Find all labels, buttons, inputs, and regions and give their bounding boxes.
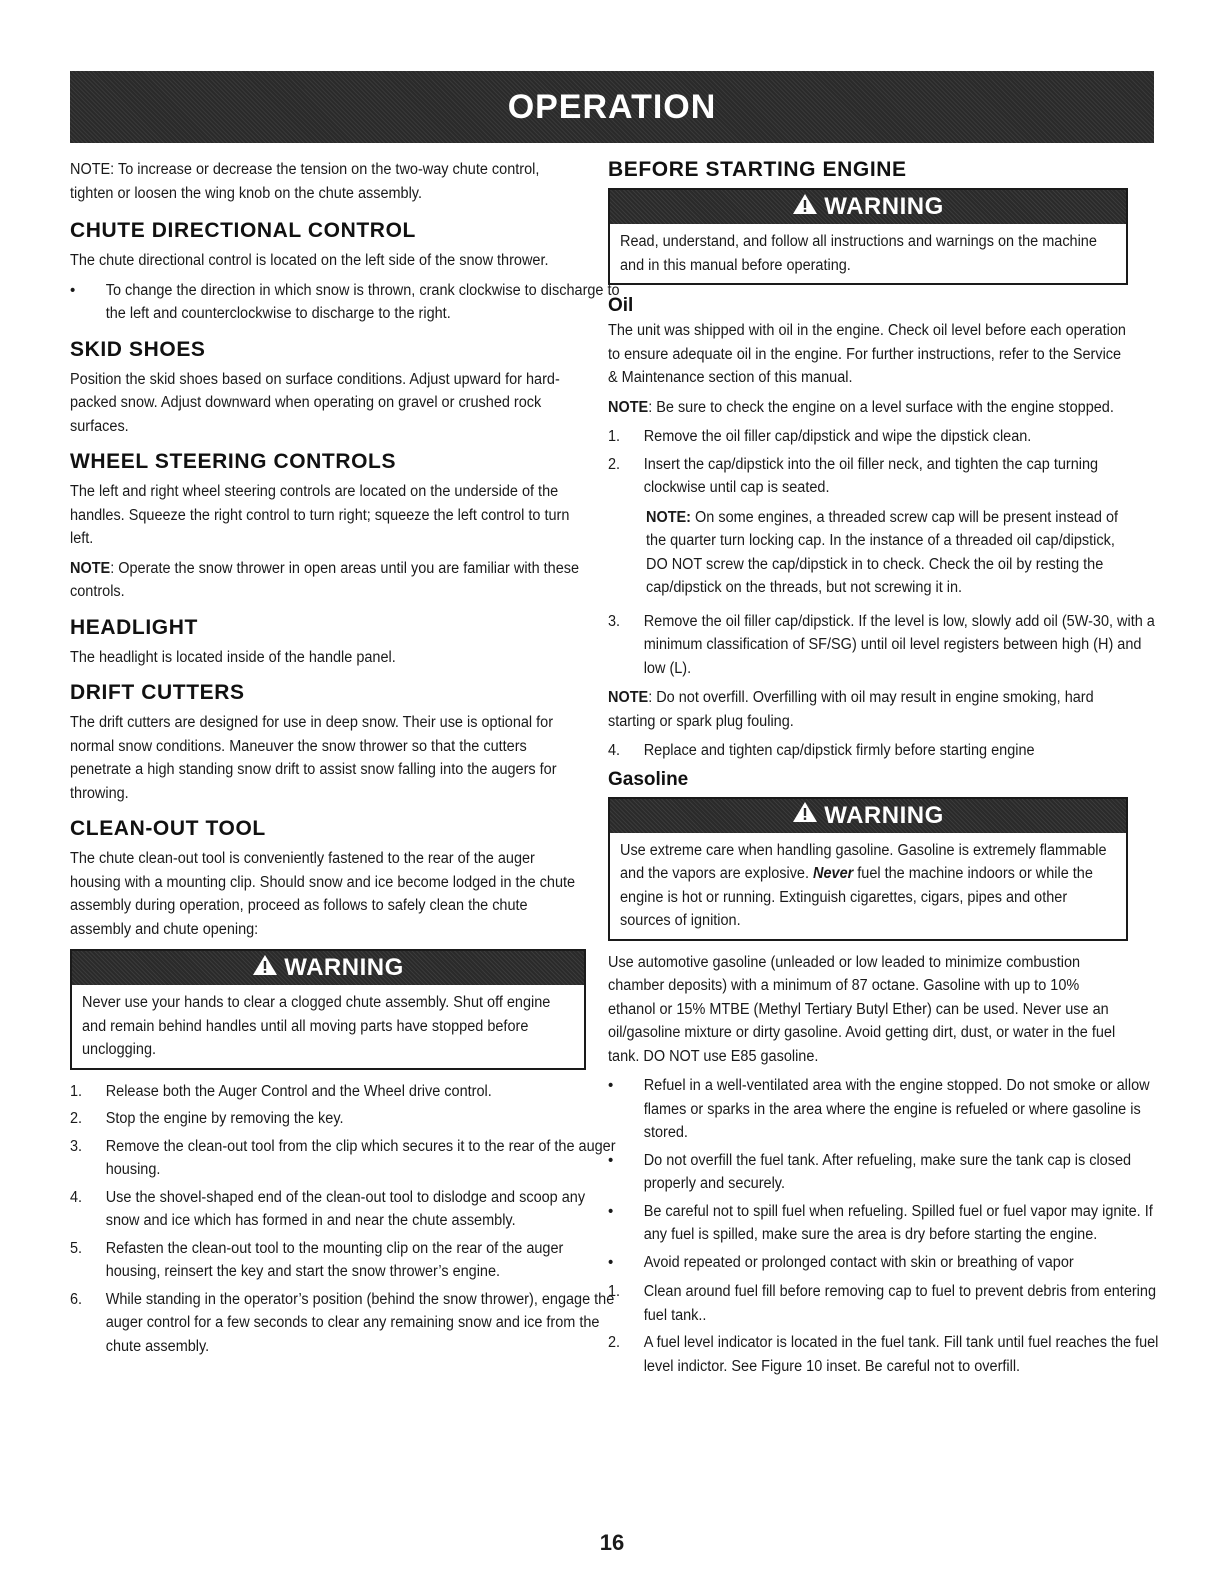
note-label: NOTE: [70, 559, 111, 577]
oil-inner-note: [646, 506, 1135, 600]
page-title: OPERATION: [507, 87, 717, 126]
step-number: 3.: [608, 612, 621, 630]
bullet-icon: •: [608, 1151, 614, 1169]
list-item: [608, 1331, 1162, 1378]
headlight-text: The headlight is located inside of the handle panel.: [70, 648, 396, 666]
note-label: NOTE: [608, 398, 649, 416]
step-number: 3.: [70, 1137, 83, 1155]
step-text: A fuel level indicator is located in the fuel tank. Fill tank until fuel reaches the fuel level indictor. See Figure 10 inset. Be careful not to overfill.: [643, 1334, 1159, 1375]
step-text: Refasten the clean-out tool to the mounting clip on the rear of the auger housing, reinsert the key and start the snow thrower’s engine.: [105, 1239, 564, 1280]
bullet-text: Do not overfill the fuel tank. After refueling, make sure the tank cap is closed properly and securely.: [643, 1151, 1132, 1192]
chute-heading: CHUTE DIRECTIONAL CONTROL: [70, 219, 416, 242]
warning-text: [620, 839, 1114, 933]
wheel-note: [70, 557, 584, 604]
skid-text: Position the skid shoes based on surface conditions. Adjust upward for hard-packed snow. Adjust downward when operating on gravel or crushed rock surfaces.: [70, 370, 560, 435]
intro-note: NOTE: To increase or decrease the tension on the two-way chute control, tighten or loosen the wing knob on the chute assembly.: [70, 161, 540, 202]
before-warning-box: [608, 188, 1128, 285]
step-number: 5.: [70, 1239, 83, 1257]
step-text: Remove the clean-out tool from the clip which secures it to the rear of the auger housing.: [105, 1137, 616, 1178]
oil-steps-c: [608, 739, 1128, 763]
warning-title: WARNING: [824, 801, 944, 829]
step-text: Replace and tighten cap/dipstick firmly before starting engine: [643, 742, 1035, 759]
warning-triangle-icon: [792, 193, 818, 222]
warning-text-part: Use extreme care when handling gasoline. Gasoline is extremely flammable and the vapors are explosive.: [620, 841, 1107, 882]
list-item: [608, 610, 1162, 681]
gasoline-text: Use automotive gasoline (unleaded or low leaded to minimize combustion chamber deposits) with a minimum of 87 octane. Gasoline with up to 10% ethanol or 15% MTBE (Methyl Tertiary Butyl Ether) can be used. Never use an oil/gasoline mixture or dirty gasoline. Avoid getting dirt, dust, or water in the fuel tank. DO NOT use E85 gasoline.: [608, 953, 1116, 1065]
note-label: NOTE:: [646, 508, 692, 526]
list-item: [608, 1200, 1162, 1247]
drift-text: The drift cutters are designed for use in deep snow. Their use is optional for normal snow conditions. Maneuver the snow thrower so that the cutters penetrate a high standing snow drift to assist snow falling into the augers for throwing.: [70, 714, 557, 802]
bullet-text: To change the direction in which snow is thrown, crank clockwise to discharge to the left and counterclockwise to discharge to the right.: [105, 281, 620, 322]
warning-emphasis: Never: [813, 865, 854, 882]
oil-steps-b: [608, 610, 1155, 681]
step-text: Insert the cap/dipstick into the oil filler neck, and tighten the cap turning clockwise until cap is seated.: [643, 455, 1099, 496]
list-item: [70, 1080, 620, 1104]
cleanout-warning-box: [70, 949, 586, 1070]
bullet-icon: •: [70, 281, 76, 299]
warning-body: [610, 224, 1126, 283]
bullet-icon: •: [608, 1202, 614, 1220]
chute-text: The chute directional control is located on the left side of the snow thrower.: [70, 252, 549, 269]
cleanout-steps: [70, 1080, 616, 1359]
warning-header: [72, 951, 584, 985]
warning-header: [610, 190, 1126, 224]
warning-title: WARNING: [824, 193, 944, 220]
warning-body: [72, 985, 584, 1068]
list-item: [608, 739, 1162, 763]
oil-steps-a: [608, 425, 1128, 500]
list-item: [70, 1135, 620, 1182]
gasoline-steps: [608, 1280, 1159, 1378]
before-heading: BEFORE STARTING ENGINE: [608, 158, 907, 181]
step-number: 2.: [608, 455, 621, 473]
bullet-icon: •: [608, 1077, 614, 1094]
bullet-text: Refuel in a well-ventilated area with the engine stopped. Do not smoke or allow flames or sparks in the area where the engine is refueled or where gasoline is stored.: [643, 1077, 1150, 1141]
list-item: [608, 1074, 1162, 1145]
right-column: [608, 158, 1159, 1384]
drift-heading: DRIFT CUTTERS: [70, 681, 245, 704]
warning-title: WARNING: [284, 954, 404, 981]
cleanout-text: The chute clean-out tool is conveniently fastened to the rear of the auger housing with a mounting clip. Should snow and ice become lodged in the chute assembly during operation, proceed as follows to safely clean the chute assembly and chute opening:: [70, 850, 576, 938]
warning-text: Never use your hands to clear a clogged chute assembly. Shut off engine and remain behind handles until all moving parts have stopped before unclogging.: [82, 994, 551, 1058]
note-text: : Do not overfill. Overfilling with oil may result in engine smoking, hard starting or spark plug fouling.: [608, 689, 1094, 730]
warning-text: Read, understand, and follow all instructions and warnings on the machine and in this manual before operating.: [620, 233, 1097, 274]
list-item: [70, 1107, 620, 1131]
oil-note-1: [608, 396, 1126, 420]
step-text: Use the shovel-shaped end of the clean-out tool to dislodge and scoop any snow and ice which has formed in and near the chute assembly.: [105, 1188, 586, 1229]
step-number: 6.: [70, 1290, 83, 1308]
warning-header: [610, 799, 1126, 833]
step-number: 1.: [608, 428, 621, 445]
chute-bullets: [70, 279, 620, 326]
bullet-text: Avoid repeated or prolonged contact with skin or breathing of vapor: [643, 1253, 1074, 1271]
warning-triangle-icon: [252, 954, 278, 983]
step-number: 2.: [608, 1334, 621, 1351]
list-item: [70, 1237, 620, 1284]
cleanout-heading: CLEAN-OUT TOOL: [70, 817, 266, 840]
gasoline-warning-box: [608, 797, 1128, 941]
note-text: On some engines, a threaded screw cap will be present instead of the quarter turn locking cap. In the instance of a threaded oil cap/dipstick, DO NOT screw the cap/dipstick in to check. Check the oil by resting the cap/dipstick on the threads, but not screwing it in.: [646, 508, 1119, 596]
wheel-text: The left and right wheel steering controls are located on the underside of the handles. Squeeze the right control to turn right; squeeze the left control to turn left.: [70, 483, 570, 547]
step-number: 1.: [608, 1283, 621, 1300]
step-number: 2.: [70, 1110, 83, 1127]
list-item: [608, 1280, 1162, 1327]
gasoline-bullets: [608, 1074, 1153, 1274]
list-item: [70, 279, 620, 326]
page-header-banner: [70, 71, 1154, 143]
note-text: : Be sure to check the engine on a level surface with the engine stopped.: [648, 398, 1114, 416]
oil-note-2: [608, 686, 1126, 733]
warning-body: [610, 833, 1126, 939]
step-number: 1.: [70, 1082, 83, 1100]
left-column: [70, 158, 620, 1364]
list-item: [608, 453, 1162, 500]
bullet-icon: •: [608, 1253, 614, 1271]
step-number: 4.: [70, 1188, 83, 1206]
step-text: Stop the engine by removing the key.: [105, 1110, 344, 1127]
warning-triangle-icon: [792, 801, 818, 830]
gasoline-heading: Gasoline: [608, 768, 689, 790]
step-text: Remove the oil filler cap/dipstick. If the level is low, slowly add oil (5W-30, with a minimum classification of SF/SG) until oil level registers between high (H) and low (L).: [643, 612, 1155, 677]
step-text: Remove the oil filler cap/dipstick and wipe the dipstick clean.: [643, 428, 1032, 445]
list-item: [608, 425, 1162, 449]
step-text: Clean around fuel fill before removing cap to fuel to prevent debris from entering fuel tank..: [643, 1283, 1156, 1324]
oil-heading: Oil: [608, 295, 634, 316]
bullet-text: Be careful not to spill fuel when refueling. Spilled fuel or fuel vapor may ignite. If any fuel is spilled, make sure the area is dry before starting the engine.: [643, 1202, 1153, 1243]
list-item: [608, 1149, 1162, 1196]
step-text: Release both the Auger Control and the Wheel drive control.: [105, 1082, 492, 1100]
note-text: : Operate the snow thrower in open areas until you are familiar with these controls.: [70, 559, 580, 600]
skid-heading: SKID SHOES: [70, 337, 206, 361]
note-label: NOTE: [608, 689, 649, 706]
page-number: 16: [599, 1530, 625, 1555]
list-item: [70, 1186, 620, 1233]
headlight-heading: HEADLIGHT: [70, 615, 198, 639]
step-text: While standing in the operator’s position (behind the snow thrower), engage the auger control for a few seconds to clear any remaining snow and ice from the chute assembly.: [105, 1290, 615, 1355]
step-number: 4.: [608, 742, 621, 759]
oil-text: The unit was shipped with oil in the engine. Check oil level before each operation to ensure adequate oil in the engine. For further instructions, refer to the Service & Maintenance section of this manual.: [608, 322, 1126, 386]
warning-text-part: fuel the machine indoors or while the engine is hot or running. Extinguish cigarettes, cigars, pipes and other sources of ignition.: [620, 865, 1093, 929]
list-item: [608, 1251, 1162, 1275]
wheel-heading: WHEEL STEERING CONTROLS: [70, 450, 397, 473]
list-item: [70, 1288, 620, 1359]
